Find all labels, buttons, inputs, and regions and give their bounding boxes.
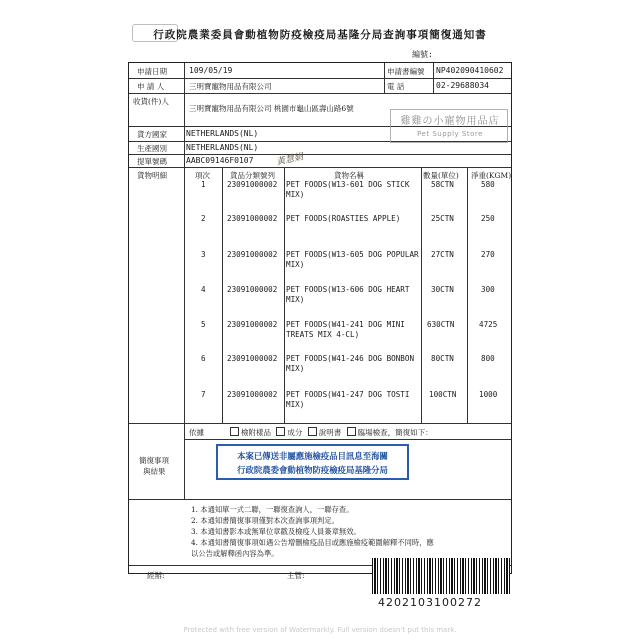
item-qty: 100CTN (429, 390, 457, 399)
note-item: 3. 本通知書影本或無單位章戳及檢疫人員簽章無效。 (191, 527, 361, 536)
checkbox-inspection-label: 臨場檢查，簡復如下： (357, 428, 433, 437)
apply-date-label: 申請日期 (137, 67, 167, 76)
applicant: 三明寶寵物用品有限公司 (189, 82, 272, 91)
item-code: 23091000002 (227, 214, 278, 223)
quarantine-stamp (216, 444, 409, 480)
phone: 02-29688034 (436, 81, 489, 90)
document-title: 行政院農業委員會動植物防疫檢疫局基隆分局查詢事項簡復通知書 (153, 29, 487, 41)
inspection-checkbox[interactable] (347, 427, 356, 436)
note-item: 2. 本通知書簡復事項僅對本次查詢事項判定。 (191, 516, 339, 525)
item-code: 23091000002 (227, 285, 278, 294)
manual-checkbox[interactable] (308, 427, 317, 436)
item-name: PET FOODS(W13-605 DOG POPULAR MIX) (286, 250, 419, 269)
waybill-label: 提單號碼 (137, 157, 167, 166)
serial-label: 編號: (412, 50, 433, 59)
handler-label: 經辦: (147, 571, 165, 580)
store-stamp-sub: Pet Supply Store (417, 130, 483, 138)
item-code: 23091000002 (227, 250, 278, 259)
item-code: 23091000002 (227, 354, 278, 363)
origin-country: NETHERLANDS(NL) (186, 143, 259, 152)
checkbox-ingredient-label: 成分 (287, 428, 303, 437)
item-no: 6 (201, 354, 206, 363)
consignee: 三明寶寵物用品有限公司 桃園市龜山區壽山路6號 (189, 104, 354, 113)
basis-checkboxes (227, 427, 433, 438)
ingredient-checkbox[interactable] (276, 427, 285, 436)
reply-section-label-1: 簡復事項 (139, 456, 169, 465)
col-weight-header: 淨重(KGM) (471, 171, 512, 180)
note-item: 以公告或解釋函內容為準。 (191, 549, 279, 558)
handwritten-signature: 黃慧娟 (275, 152, 305, 168)
apply-date: 109/05/19 (189, 66, 233, 75)
phone-label: 電 話 (387, 82, 405, 91)
checkbox-sample-label: 檢附樣品 (241, 428, 271, 437)
item-weight: 1000 (479, 390, 498, 399)
item-weight: 800 (481, 354, 495, 363)
origin-country-label: 生產國別 (137, 144, 167, 153)
export-country: NETHERLANDS(NL) (186, 129, 259, 138)
store-stamp-name: 雞雞の小寵物用品店 (400, 116, 500, 127)
item-name: PET FOODS(W13-606 DOG HEART MIX) (286, 285, 410, 304)
item-no: 5 (201, 320, 206, 329)
serial-no-label: 申請書編號 (387, 67, 425, 76)
col-qty-header: 數量(單位) (423, 171, 459, 180)
barcode-number: 4202103100272 (378, 596, 482, 609)
item-name: PET FOODS(W41-241 DOG MINI TREATS MIX 4-CL) (286, 320, 405, 339)
item-weight: 300 (481, 285, 495, 294)
item-qty: 30CTN (431, 285, 454, 294)
watermark-text: Protected with free version of Watermarkly. Full version doesn't put this mark. (183, 626, 457, 634)
item-no: 3 (201, 250, 206, 259)
store-stamp (390, 109, 508, 143)
item-qty: 630CTN (427, 320, 455, 329)
item-name: PET FOODS(W41-247 DOG TOSTI MIX) (286, 390, 410, 409)
waybill: AABC09146F0107 (186, 156, 254, 165)
export-country-label: 貨方國家 (137, 130, 167, 139)
item-weight: 270 (481, 250, 495, 259)
item-no: 2 (201, 214, 206, 223)
item-name: PET FOODS(W41-246 DOG BONBON MIX) (286, 354, 415, 373)
col-no-header: 項次 (195, 171, 210, 180)
note-item: 4. 本通知書簡復事項如遇公告增刪檢疫品目或應施檢疫範圍解釋不同時，應 (191, 538, 434, 547)
note-item: 1. 本通知單一式二聯，一聯復查詢人，一聯存查。 (191, 505, 354, 514)
col-code-header: 貨品分類號列 (230, 171, 275, 180)
basis-label: 依據 (189, 428, 204, 437)
item-no: 7 (201, 390, 206, 399)
consignee-label: 收貨(件)人 (133, 97, 169, 106)
item-code: 23091000002 (227, 390, 278, 399)
col-name-header: 貨物名稱 (334, 171, 364, 180)
quarantine-stamp-line-2: 行政院農委會動植物防疫檢疫局基隆分局 (237, 465, 388, 475)
quarantine-stamp-line-1: 本案已傳送非屬應施檢疫品目訊息至海關 (237, 451, 388, 461)
item-qty: 27CTN (431, 250, 454, 259)
item-no: 4 (201, 285, 206, 294)
item-code: 23091000002 (227, 320, 278, 329)
item-name: PET FOODS(ROASTIES APPLE) (286, 214, 401, 223)
item-qty: 80CTN (431, 354, 454, 363)
serial-no: NP402090410602 (436, 66, 504, 75)
item-weight: 4725 (479, 320, 498, 329)
item-weight: 250 (481, 214, 495, 223)
item-no: 1 (201, 180, 206, 189)
item-name: PET FOODS(W13-601 DOG STICK MIX) (286, 180, 410, 199)
barcode-image (372, 558, 510, 594)
item-qty: 25CTN (431, 214, 454, 223)
item-code: 23091000002 (227, 180, 278, 189)
item-weight: 580 (481, 180, 495, 189)
sample-checkbox[interactable] (230, 427, 239, 436)
checkbox-manual-label: 說明書 (318, 428, 342, 437)
reply-section-label-2: 與結果 (143, 467, 166, 476)
applicant-label: 申 請 人 (137, 82, 165, 91)
item-qty: 58CTN (431, 180, 454, 189)
goods-section-label: 貨物明細 (137, 171, 167, 180)
supervisor-label: 主管: (287, 571, 305, 580)
